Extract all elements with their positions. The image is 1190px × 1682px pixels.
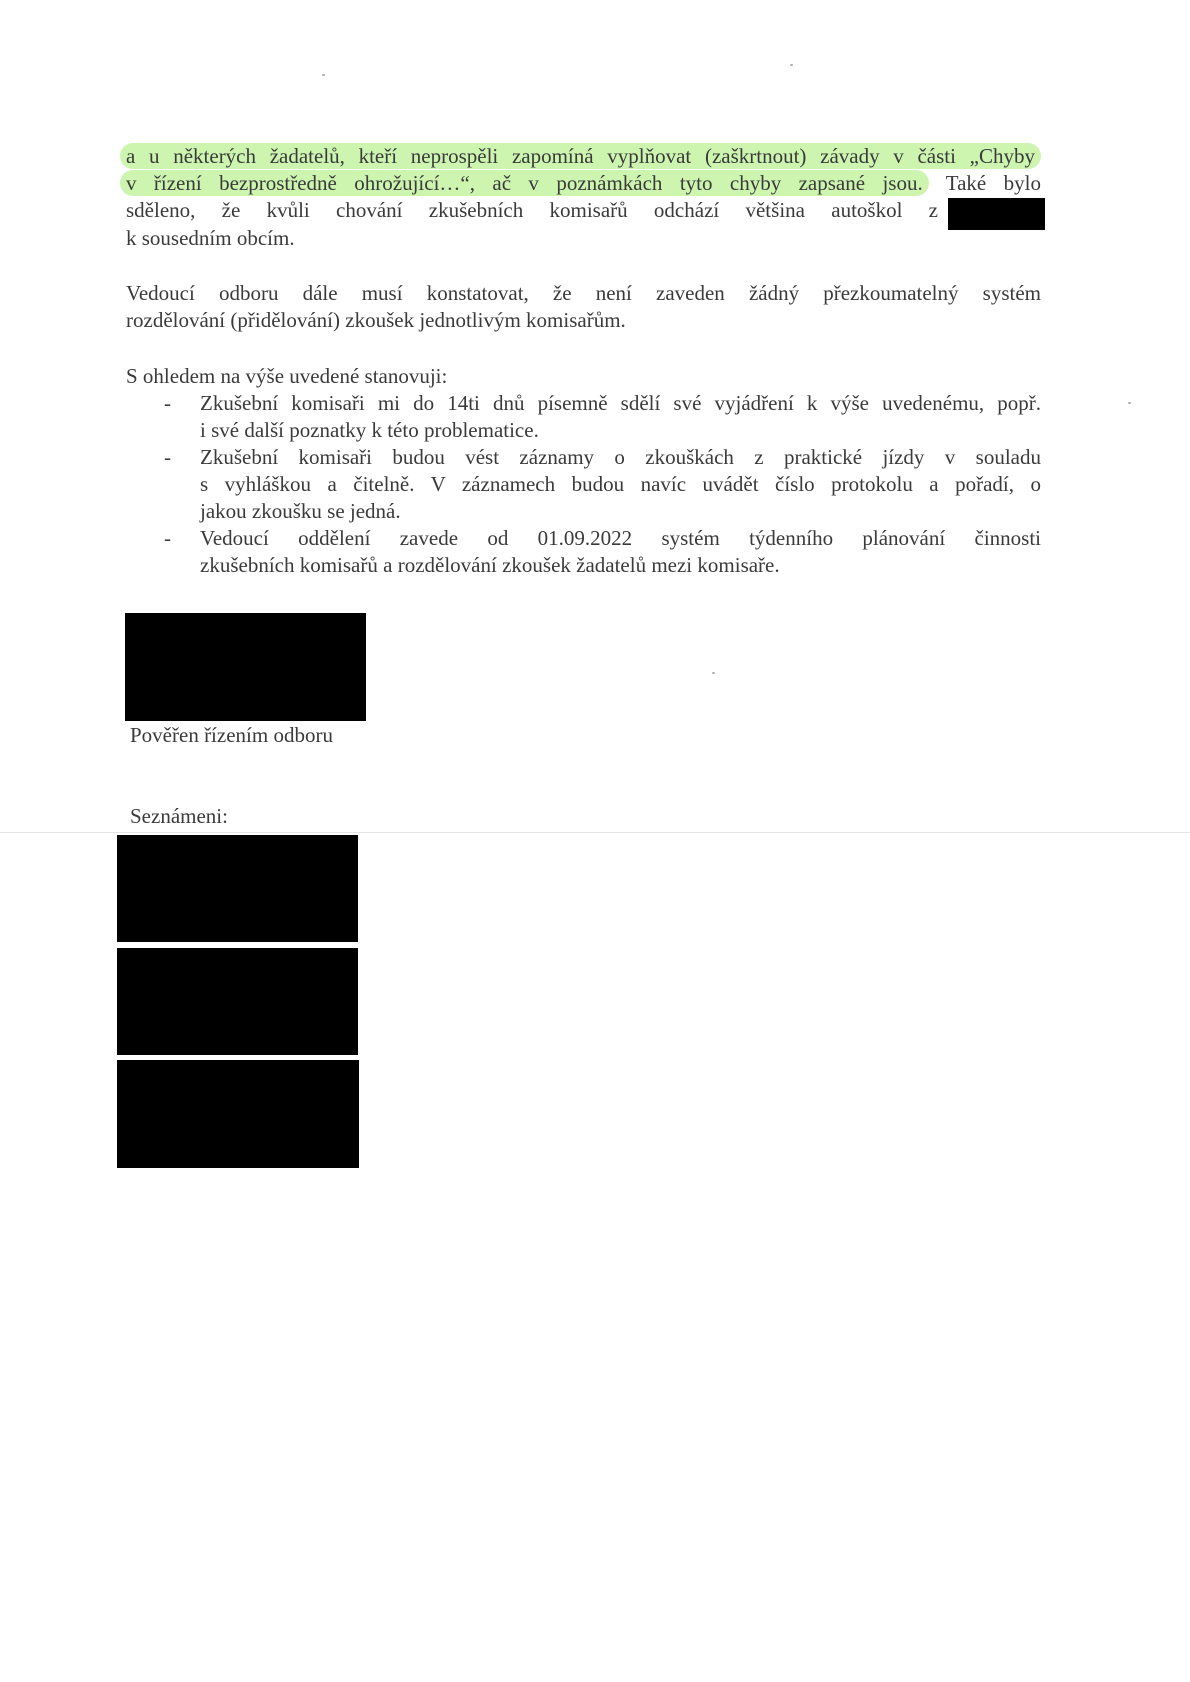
acknowledged-label: Seznámeni: bbox=[130, 804, 228, 828]
paragraph1-line1 bbox=[126, 143, 1041, 170]
highlight: v řízení bezprostředně ohrožující…“, ač v poznámkách tyto chyby zapsané jsou. bbox=[120, 170, 929, 196]
acknowledged-redaction-2 bbox=[117, 948, 358, 1055]
list-item-3-line2: zkušebních komisařů a rozdělování zkoušek žadatelů mezi komisaře. bbox=[200, 553, 780, 577]
paragraph3-intro: S ohledem na výše uvedené stanovuji: bbox=[126, 364, 448, 388]
paragraph2-line2: rozdělování (přidělování) zkoušek jednotlivým komisařům. bbox=[126, 308, 626, 332]
list-bullet: - bbox=[164, 445, 171, 469]
list-item-2-line3: jakou zkoušku se jedná. bbox=[200, 499, 401, 523]
scan-speck bbox=[712, 672, 715, 674]
scan-speck bbox=[322, 74, 325, 76]
acknowledged-redaction-1 bbox=[117, 835, 358, 942]
acknowledged-redaction-3 bbox=[117, 1060, 359, 1168]
highlight: a u některých žadatelů, kteří neprospěli zapomíná vyplňovat (zaškrtnout) závady v části „Chyby bbox=[120, 143, 1041, 169]
list-item-2-line2: s vyhláškou a čitelně. V záznamech budou navíc uvádět číslo protokolu a pořadí, o bbox=[200, 472, 1041, 496]
list-item-1-line2: i své další poznatky k této problematice. bbox=[200, 418, 539, 442]
list-item-3-line1: Vedoucí oddělení zavede od 01.09.2022 systém týdenního plánování činnosti bbox=[200, 526, 1041, 550]
paragraph1-line4: k sousedním obcím. bbox=[126, 226, 295, 250]
paragraph1-line3: sděleno, že kvůli chování zkušebních komisařů odchází většina autoškol z bbox=[126, 198, 938, 222]
signature-redaction bbox=[125, 613, 366, 721]
scan-speck bbox=[790, 64, 793, 66]
paragraph1-line2: v řízení bezprostředně ohrožující…“, ač v poznámkách tyto chyby zapsané jsou. Také bylo bbox=[126, 170, 1041, 197]
paragraph2-line1: Vedoucí odboru dále musí konstatovat, že není zaveden žádný přezkoumatelný systém bbox=[126, 281, 1041, 305]
scan-speck bbox=[1128, 402, 1131, 404]
scan-line bbox=[0, 832, 1190, 833]
list-bullet: - bbox=[164, 526, 171, 550]
list-item-2-line1: Zkušební komisaři budou vést záznamy o zkouškách z praktické jízdy v souladu bbox=[200, 445, 1041, 469]
list-item-1-line1: Zkušební komisaři mi do 14ti dnů písemně sdělí své vyjádření k výše uvedenému, popř. bbox=[200, 391, 1041, 415]
signature-role: Pověřen řízením odboru bbox=[130, 723, 333, 747]
list-bullet: - bbox=[164, 391, 171, 415]
